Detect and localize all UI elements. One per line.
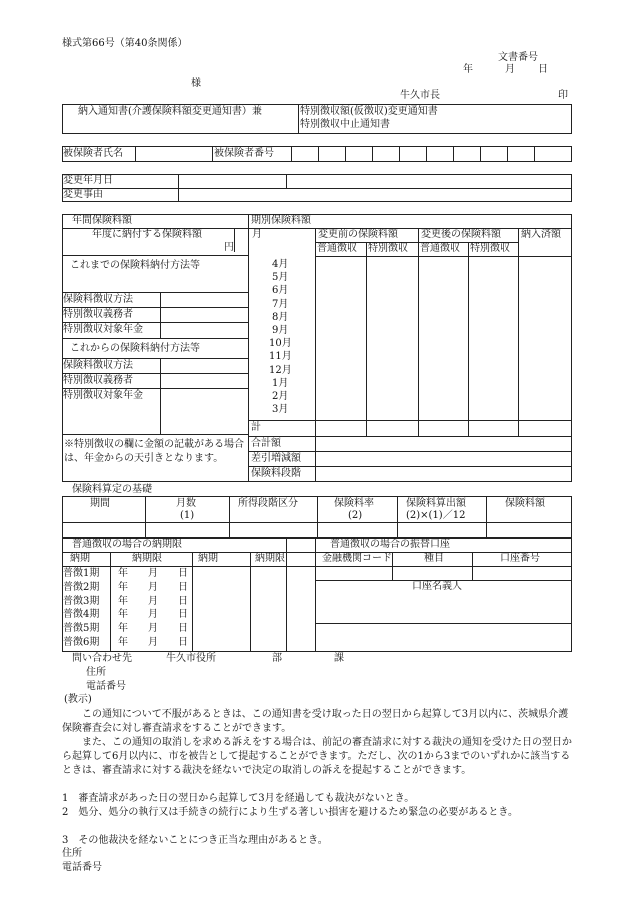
month-row: 10月	[269, 338, 292, 350]
month-col-header: 月	[252, 229, 262, 240]
past-method-header: これまでの保険料納付方法等	[70, 260, 200, 271]
basis-premium: 保険料額	[505, 498, 545, 509]
deadline-term-list	[63, 567, 99, 650]
month-row: 5月	[272, 272, 289, 284]
deadline-term: 普徴6期	[63, 636, 100, 648]
seal-mark: 印	[558, 90, 568, 101]
document-number-label: 文書番号	[498, 52, 538, 63]
basis-period: 期間	[90, 498, 110, 509]
before-normal-header: 普通徴収	[317, 243, 357, 254]
date-day: 日	[538, 64, 548, 75]
instruction-item-3: 3 その他裁決を経ないことにつき正当な理由があるとき。	[62, 835, 328, 846]
deadline-term-header: 納期	[70, 553, 90, 564]
basis-months-sub: (1)	[180, 510, 195, 521]
bank-number-label: 口座番号	[500, 553, 540, 564]
instruction-paragraph-1: この通知について不服があるときは、この通知書を受け取った日の翌日から起算して3月以内に、茨城県介護保険審査会に対し審査請求をすることができます。	[62, 709, 569, 734]
basis-calc: 保険料算出額	[406, 498, 466, 509]
month-row: 2月	[272, 391, 289, 403]
future-method-label: 保険料徴収方法	[63, 360, 133, 371]
deadline-term: 普徴1期	[63, 568, 100, 579]
instruction-label: (教示)	[64, 694, 92, 705]
title-left: 納入通知書(介護保険料額変更通知書）兼	[78, 106, 262, 117]
deadline-year-col: 年 年 年 年 年 年	[118, 568, 128, 648]
addressee-suffix: 様	[191, 78, 201, 89]
annual-header: 年間保険料額	[72, 215, 132, 226]
contact-dept: 部	[272, 653, 282, 664]
future-method-header: これからの保険料納付方法等	[70, 343, 200, 354]
deadline-term-header-2: 納期	[198, 553, 218, 564]
deadline-month-col: 月 月 月 月 月 月	[148, 568, 158, 648]
past-pension-label: 特別徴収対象年金	[63, 324, 143, 335]
month-row: 12月	[269, 364, 292, 376]
month-row: 4月	[272, 259, 289, 270]
deadline-term: 普徴4期	[63, 609, 100, 621]
title-right-2: 特別徴収中止通知書	[300, 119, 390, 130]
annual-yen: 円	[224, 242, 234, 253]
instruction-phone: 電話番号	[62, 862, 102, 873]
form-number: 様式第66号（第40条関係）	[62, 38, 188, 49]
bank-header: 普通徴収の場合の振替口座	[330, 539, 450, 550]
basis-rate: 保険料率	[334, 498, 374, 509]
period-header: 期別保険料額	[251, 215, 311, 226]
insured-row	[62, 146, 572, 162]
date-year: 年	[463, 64, 473, 75]
contact-section: 課	[334, 653, 344, 664]
date-month: 月	[505, 64, 515, 75]
month-row: 9月	[272, 325, 289, 337]
change-reason-label: 変更事由	[63, 189, 103, 200]
deadline-term: 普徴3期	[63, 595, 100, 607]
month-row: 8月	[272, 311, 289, 323]
deadline-limit-header-2: 納期限	[255, 553, 285, 564]
basis-header: 保険料算定の基礎	[72, 484, 152, 495]
after-normal-header: 普通徴収	[420, 243, 460, 254]
before-special-header: 特別徴収	[368, 243, 408, 254]
annual-to-pay-label: 年度に納付する保険料額	[92, 229, 202, 240]
after-header: 変更後の保険料額	[421, 229, 501, 240]
title-right-1: 特別徴収額(仮徴収)変更通知書	[300, 106, 438, 117]
future-pension-label: 特別徴収対象年金	[63, 390, 143, 401]
bank-type-label: 種目	[424, 553, 444, 564]
contact-address: 住所	[86, 667, 106, 678]
month-list	[269, 258, 292, 416]
deadline-limit-header: 納期限	[132, 553, 162, 564]
contact-label: 問い合わせ先	[72, 653, 132, 664]
instruction-item-1: 1 審査請求があった日の翌日から起算して3月を経過しても裁決がないとき。	[62, 793, 415, 804]
basis-months: 月数	[176, 498, 196, 509]
instruction-paragraph-2: また、この通知の取消しを求める訴えをする場合は、前記の審査請求に対する裁決の通知を受けた日の翌日から起算して6月以内に、市を被告として提起することができます。ただし、次の1から3までのいずれかに該当するときは、審査請求に対する裁決を経ないで決定の取消しの訴えを提起することができます。	[62, 737, 572, 776]
change-date-label: 変更年月日	[63, 175, 113, 186]
bank-holder-label: 口座名義人	[412, 581, 462, 592]
bank-code-label: 金融機関コード	[322, 553, 392, 564]
month-row: 7月	[272, 298, 289, 310]
deadline-day-col: 日 日 日 日 日 日	[178, 568, 188, 648]
future-obligor-label: 特別徴収義務者	[63, 375, 133, 386]
month-row: 6月	[272, 285, 289, 297]
basis-rate-sub: (2)	[348, 510, 363, 521]
month-row: 3月	[272, 404, 289, 416]
instruction-address: 住所	[62, 848, 82, 859]
past-obligor-label: 特別徴収義務者	[63, 309, 133, 320]
month-row: 1月	[272, 377, 289, 389]
past-method-label: 保険料徴収方法	[63, 294, 133, 305]
instruction-item-2: 2 処分、処分の執行又は手続きの続行により生ずる著しい損害を避けるため緊急の必要があるとき。	[62, 807, 518, 818]
contact-office: 牛久市役所	[166, 653, 216, 664]
month-row: 11月	[269, 351, 292, 363]
insured-name-label: 被保険者氏名	[63, 148, 123, 159]
stage-label: 保険料段階	[251, 468, 301, 479]
before-header: 変更前の保険料額	[318, 229, 398, 240]
deadline-term: 普徴5期	[63, 623, 100, 635]
total-label: 計	[251, 422, 261, 433]
after-special-header: 特別徴収	[470, 243, 510, 254]
mayor-label: 牛久市長	[400, 90, 440, 101]
deadline-term: 普徴2期	[63, 581, 100, 593]
basis-income-stage: 所得段階区分	[238, 498, 298, 509]
paid-header: 納入済額	[521, 229, 561, 240]
insured-number-label: 被保険者番号	[214, 148, 274, 159]
contact-phone: 電話番号	[86, 681, 126, 692]
basis-calc-sub: (2)×(1)／12	[406, 510, 466, 521]
diff-label: 差引増減額	[251, 453, 301, 464]
special-collection-note: ※特別徴収の欄に金額の記載がある場合は、年金からの天引きとなります。	[64, 439, 244, 464]
sum-label: 合計額	[251, 438, 281, 449]
deadline-header: 普通徴収の場合の納期限	[72, 539, 182, 550]
